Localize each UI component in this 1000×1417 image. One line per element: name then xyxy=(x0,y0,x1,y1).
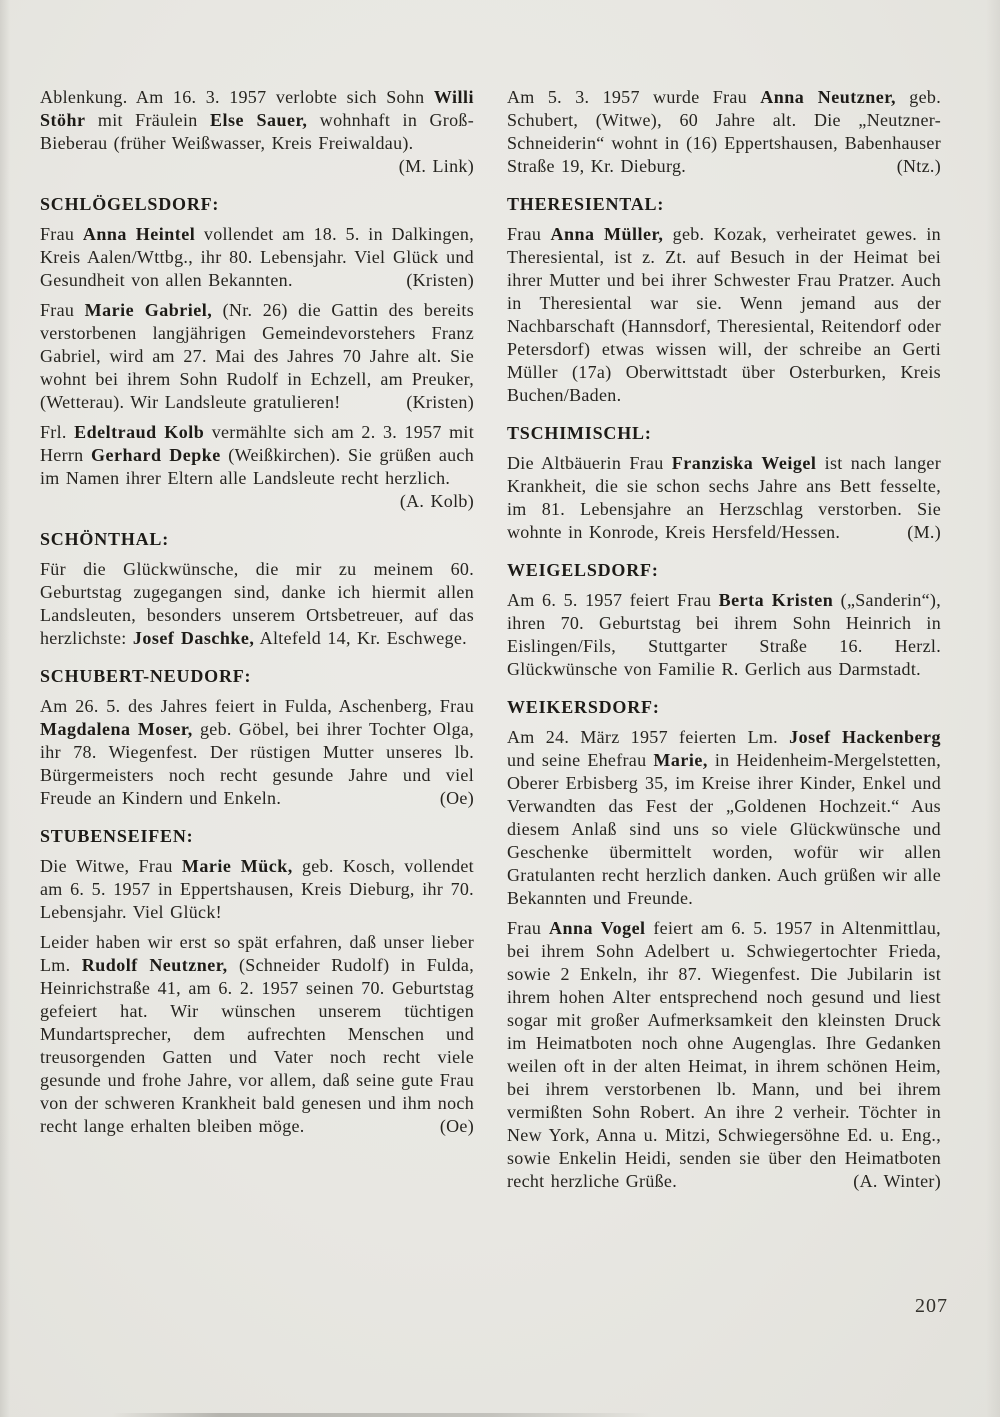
section-heading: WEIKERSDORF: xyxy=(507,697,660,717)
section-heading: SCHLÖGELSDORF: xyxy=(40,194,220,214)
person-name: Gerhard Depke xyxy=(91,445,221,465)
scan-artifact xyxy=(112,1413,652,1417)
person-name: Anna Heintel xyxy=(82,224,196,244)
signature: (Oe) xyxy=(439,1116,474,1136)
paragraph: Am 5. 3. 1957 wurde Frau Anna Neutzner, geb. Schubert, (Witwe), 60 Jahre alt. Die „Neutzner-Schneiderin“ wohnt in (16) Eppertshausen, Babenhauser Straße 19, Kr. Dieburg. (Ntz.) xyxy=(507,87,941,176)
paragraph: Leider haben wir erst so spät erfahren, daß unser lieber Lm. Rudolf Neutzner, (Schneider Rudolf) in Fulda, Heinrichstraße 41, am 6. 2. 1957 seinen 70. Geburtstag gefeiert hat. Wir wünschen unserem tüchtigen Mundartsprecher, dem aufrechten Menschen und treusorgenden Gatten und Vater noch recht viele gesunde und frohe Jahre, vor allem, daß seine gute Frau von der schweren Krankheit bald genesen und ihm noch recht lange erhalten bleiben möge. (Oe) xyxy=(40,932,474,1136)
section-heading: STUBENSEIFEN: xyxy=(40,826,194,846)
person-name: Else Sauer, xyxy=(209,110,308,130)
person-name: Josef Daschke, xyxy=(132,628,255,648)
person-name: Magdalena Moser, xyxy=(40,719,193,739)
signature: (M. Link) xyxy=(398,156,474,176)
signature: (A. Winter) xyxy=(853,1171,941,1191)
person-name: Willi Stöhr xyxy=(40,87,474,130)
person-name: Marie Mück, xyxy=(181,856,293,876)
paragraph: Für die Glückwünsche, die mir zu meinem 60. Geburtstag zugegangen sind, danke ich hiermit allen Landsleuten, besonders unserem Ortsbetreuer, auf das herzlichste: Josef Daschke, Altefeld 14, Kr. Eschwege. xyxy=(40,559,474,648)
person-name: Edeltraud Kolb xyxy=(74,422,205,442)
section-heading: TSCHIMISCHL: xyxy=(507,423,652,443)
paragraph: Am 26. 5. des Jahres feiert in Fulda, Aschenberg, Frau Magdalena Moser, geb. Göbel, bei ihrer Tochter Olga, ihr 78. Wiegenfest. Der rüstigen Mutter unseres lb. Bürgermeisters noch recht gesunde Jahre und viel Freude an Kindern und Enkeln. (Oe) xyxy=(40,696,475,808)
right-column xyxy=(507,86,941,1200)
signature: (Kristen) xyxy=(406,392,474,412)
signature: (Ntz.) xyxy=(896,156,941,176)
person-name: Anna Müller, xyxy=(550,224,664,244)
paragraph: Ablenkung. Am 16. 3. 1957 verlobte sich Sohn Willi Stöhr mit Fräulein Else Sauer, wohnhaft in Groß-Bieberau (früher Weißwasser, Kreis Freiwaldau). (M. Link) xyxy=(40,87,474,176)
paragraph: Frau Anna Heintel vollendet am 18. 5. in Dalkingen, Kreis Aalen/Wttbg., ihr 80. Lebensjahr. Viel Glück und Gesundheit von allen Bekannten. (Kristen) xyxy=(40,224,475,290)
person-name: Rudolf Neutzner, xyxy=(81,955,228,975)
person-name: Marie, xyxy=(653,750,708,770)
page-number: 207 xyxy=(915,1295,948,1317)
paragraph: Am 6. 5. 1957 feiert Frau Berta Kristen („Sanderin“), ihren 70. Geburtstag bei ihrem Sohn Heinrich in Eislingen/Fils, Stuttgarter Straße 16. Herzl. Glückwünsche von Familie R. Gerlich aus Darmstadt. xyxy=(507,590,942,679)
left-column xyxy=(40,86,474,1145)
paragraph: Frau Anna Vogel feiert am 6. 5. 1957 in Altenmittlau, bei ihrem Sohn Adelbert u. Schwiegertochter Frieda, sowie 2 Enkeln, ihr 87. Wiegenfest. Die Jubilarin ist ihrem hohen Alter entsprechend noch gesund und liest sogar mit großer Aufmerksamkeit den kleinsten Druck im Heimatboten noch ohne Augenglas. Ihre Gedanken weilen oft in der alten Heimat, in ihrem schönen Heim, bei ihrem verstorbenen lb. Mann, und bei ihrem vermißten Sohn Robert. An ihre 2 verheir. Töchter in New York, Anna u. Mitzi, Schwiegersöhne Ed. u. Eng., sowie Enkelin Heidi, senden sie über den Heimatboten recht herzliche Grüße. (A. Winter) xyxy=(507,918,941,1191)
person-name: Franziska Weigel xyxy=(671,453,817,473)
paragraph: Frau Anna Müller, geb. Kozak, verheiratet gewes. in Theresiental, ist z. Zt. auf Besuch in der Heimat bei ihrer Mutter und bei ihrer Schwester Frau Pratzer. Auch in Theresiental war sie. Wenn jemand aus der Nachbarschaft (Hannsdorf, Theresiental, Reitendorf oder Petersdorf) etwas wissen will, der schreibe an Gerti Müller (17a) Oberwittstadt über Osterburken, Kreis Buchen/Baden. xyxy=(507,224,941,405)
section-heading: THERESIENTAL: xyxy=(507,194,665,214)
signature: (M.) xyxy=(907,522,941,542)
person-name: Anna Neutzner, xyxy=(760,87,897,107)
person-name: Josef Hackenberg xyxy=(789,727,942,747)
paragraph: Am 24. März 1957 feierten Lm. Josef Hackenberg und seine Ehefrau Marie, in Heidenheim-Mergelstetten, Oberer Erbisberg 35, im Kreise ihrer Kinder, Enkel und Verwandten das Fest der „Goldenen Hochzeit.“ Aus diesem Anlaß sind uns so viele Glückwünsche und Geschenke übermittelt worden, wofür wir allen Gratulanten recht herzlich danken. Auch grüßen wir alle Bekannten und Freunde. xyxy=(507,727,942,908)
section-heading: WEIGELSDORF: xyxy=(507,560,659,580)
section-heading: SCHUBERT-NEUDORF: xyxy=(40,666,252,686)
signature: (Kristen) xyxy=(406,270,474,290)
person-name: Anna Vogel xyxy=(549,918,646,938)
paragraph: Frl. Edeltraud Kolb vermählte sich am 2. 3. 1957 mit Herrn Gerhard Depke (Weißkirchen). Sie grüßen auch im Namen ihrer Eltern alle Landsleute recht herzlich. (A. Kolb) xyxy=(40,422,475,511)
section-heading: SCHÖNTHAL: xyxy=(40,529,170,549)
text-columns xyxy=(40,86,942,1200)
person-name: Marie Gabriel, xyxy=(84,300,213,320)
paragraph: Die Altbäuerin Frau Franziska Weigel ist nach langer Krankheit, die sie schon sechs Jahre ans Bett fesselte, im 81. Lebensjahre an Herzschlag verstorben. Sie wohnte in Konrode, Kreis Hersfeld/Hessen. (M.) xyxy=(507,453,941,542)
signature: (Oe) xyxy=(439,788,474,808)
paragraph: Die Witwe, Frau Marie Mück, geb. Kosch, vollendet am 6. 5. 1957 in Eppertshausen, Kreis Dieburg, ihr 70. Lebensjahr. Viel Glück! xyxy=(40,856,474,922)
signature: (A. Kolb) xyxy=(399,491,474,511)
paragraph: Frau Marie Gabriel, (Nr. 26) die Gattin des bereits verstorbenen langjährigen Gemeindevorstehers Franz Gabriel, wird am 27. Mai des Jahres 70 Jahre alt. Sie wohnt bei ihrem Sohn Rudolf in Echzell, am Preuker, (Wetterau). Wir Landsleute gratulieren! (Kristen) xyxy=(40,300,474,412)
person-name: Berta Kristen xyxy=(718,590,834,610)
